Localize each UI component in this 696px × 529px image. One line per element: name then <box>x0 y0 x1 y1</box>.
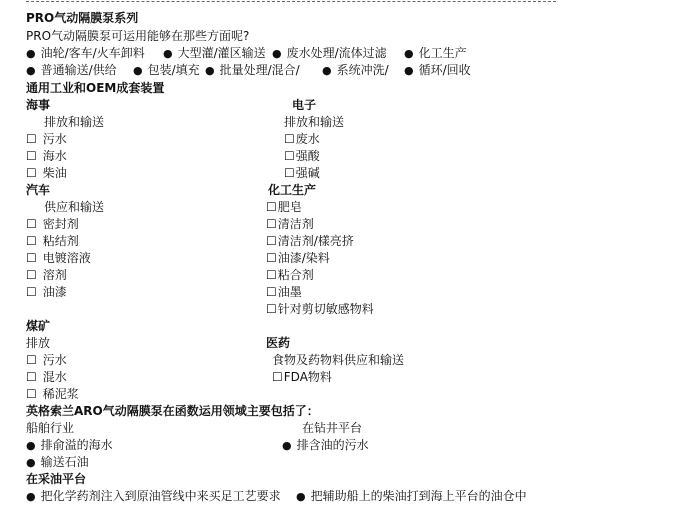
auto-item: ☐ 粘结剂 <box>26 234 79 248</box>
electronics-item: ☐ 强碱 <box>284 166 320 180</box>
question-text: PRO气动隔膜泵可运用能够在那些方面呢? <box>26 29 250 43</box>
chem-item: ☐ 粘合剂 <box>266 268 314 282</box>
electronics-item: ☐ 废水 <box>284 132 320 146</box>
app-item: ● 普通输送/供给 <box>26 63 117 78</box>
electronics-sub: 排放和输送 <box>284 115 345 129</box>
medicine-item: ☐ FDA物料 <box>272 370 332 384</box>
ship-item: ● 排俞溢的海水 <box>26 438 113 453</box>
app-item: ● 化工生产 <box>404 46 467 61</box>
auto-item: ☐ 密封剂 <box>26 217 79 231</box>
chem-item: ☐ 针对剪切敏感物料 <box>266 302 374 316</box>
chem-item: ☐ 油漆/染料 <box>266 251 330 265</box>
marine-item: ☐ 海水 <box>26 149 67 163</box>
app-item: ● 系统冲洗/ <box>322 63 389 78</box>
auto-item: ☐ 电镀溶液 <box>26 251 91 265</box>
app-item: ● 油轮/客车/火车卸料 <box>26 46 145 61</box>
app-item: ● 大型灌/灌区输送 <box>163 46 266 61</box>
coal-item: ☐ 稀泥浆 <box>26 387 79 401</box>
summary-heading: 英格索兰ARO气动隔膜泵在函数运用领域主要包括了： <box>26 404 319 418</box>
electronics-heading: 电子 <box>292 98 317 112</box>
marine-heading: 海事 <box>26 98 51 112</box>
industrial-heading: 通用工业和OEM成套装置 <box>26 81 165 95</box>
chem-item: ☐ 清洁剂 <box>266 217 314 231</box>
app-item: ● 批量处理/混合/ <box>205 63 300 78</box>
medicine-sub: 食物及药物料供应和输送 <box>272 353 405 367</box>
page-title: PRO气动隔膜泵系列 <box>26 11 139 25</box>
app-item: ● 废水处理/流体过滤 <box>272 46 387 61</box>
app-item: ● 循环/回收 <box>404 63 471 78</box>
marine-item: ☐ 污水 <box>26 132 67 146</box>
oil-heading: 在采油平台 <box>26 472 87 486</box>
auto-sub: 供应和输送 <box>44 200 105 214</box>
oil-item: ● 把辅助船上的柴油打到海上平台的油仓中 <box>296 489 527 504</box>
oil-item: ● 把化学药剂注入到原油管线中来买足工艺要求 <box>26 489 281 504</box>
chem-item: ☐ 肥皂 <box>266 200 302 214</box>
medicine-heading: 医药 <box>266 336 291 350</box>
marine-sub: 排放和输送 <box>44 115 105 129</box>
auto-heading: 汽车 <box>26 183 51 197</box>
chem-item: ☐ 清洁剂/樣亮挤 <box>266 234 354 248</box>
coal-sub: 排放 <box>26 336 51 350</box>
drill-heading: 在钻井平台 <box>302 421 363 435</box>
ship-item: ● 输送石油 <box>26 455 89 470</box>
top-divider <box>26 1 556 2</box>
chem-heading: 化工生产 <box>268 183 317 197</box>
electronics-item: ☐ 强酸 <box>284 149 320 163</box>
auto-item: ☐ 油漆 <box>26 285 67 299</box>
drill-item: ● 排含油的污水 <box>282 438 369 453</box>
ship-heading: 船舶行业 <box>26 421 75 435</box>
coal-item: ☐ 混水 <box>26 370 67 384</box>
app-item: ● 包装/填充 <box>133 63 200 78</box>
auto-item: ☐ 溶剂 <box>26 268 67 282</box>
coal-heading: 煤矿 <box>26 319 51 333</box>
marine-item: ☐ 柴油 <box>26 166 67 180</box>
chem-item: ☐ 油墨 <box>266 285 302 299</box>
coal-item: ☐ 污水 <box>26 353 67 367</box>
